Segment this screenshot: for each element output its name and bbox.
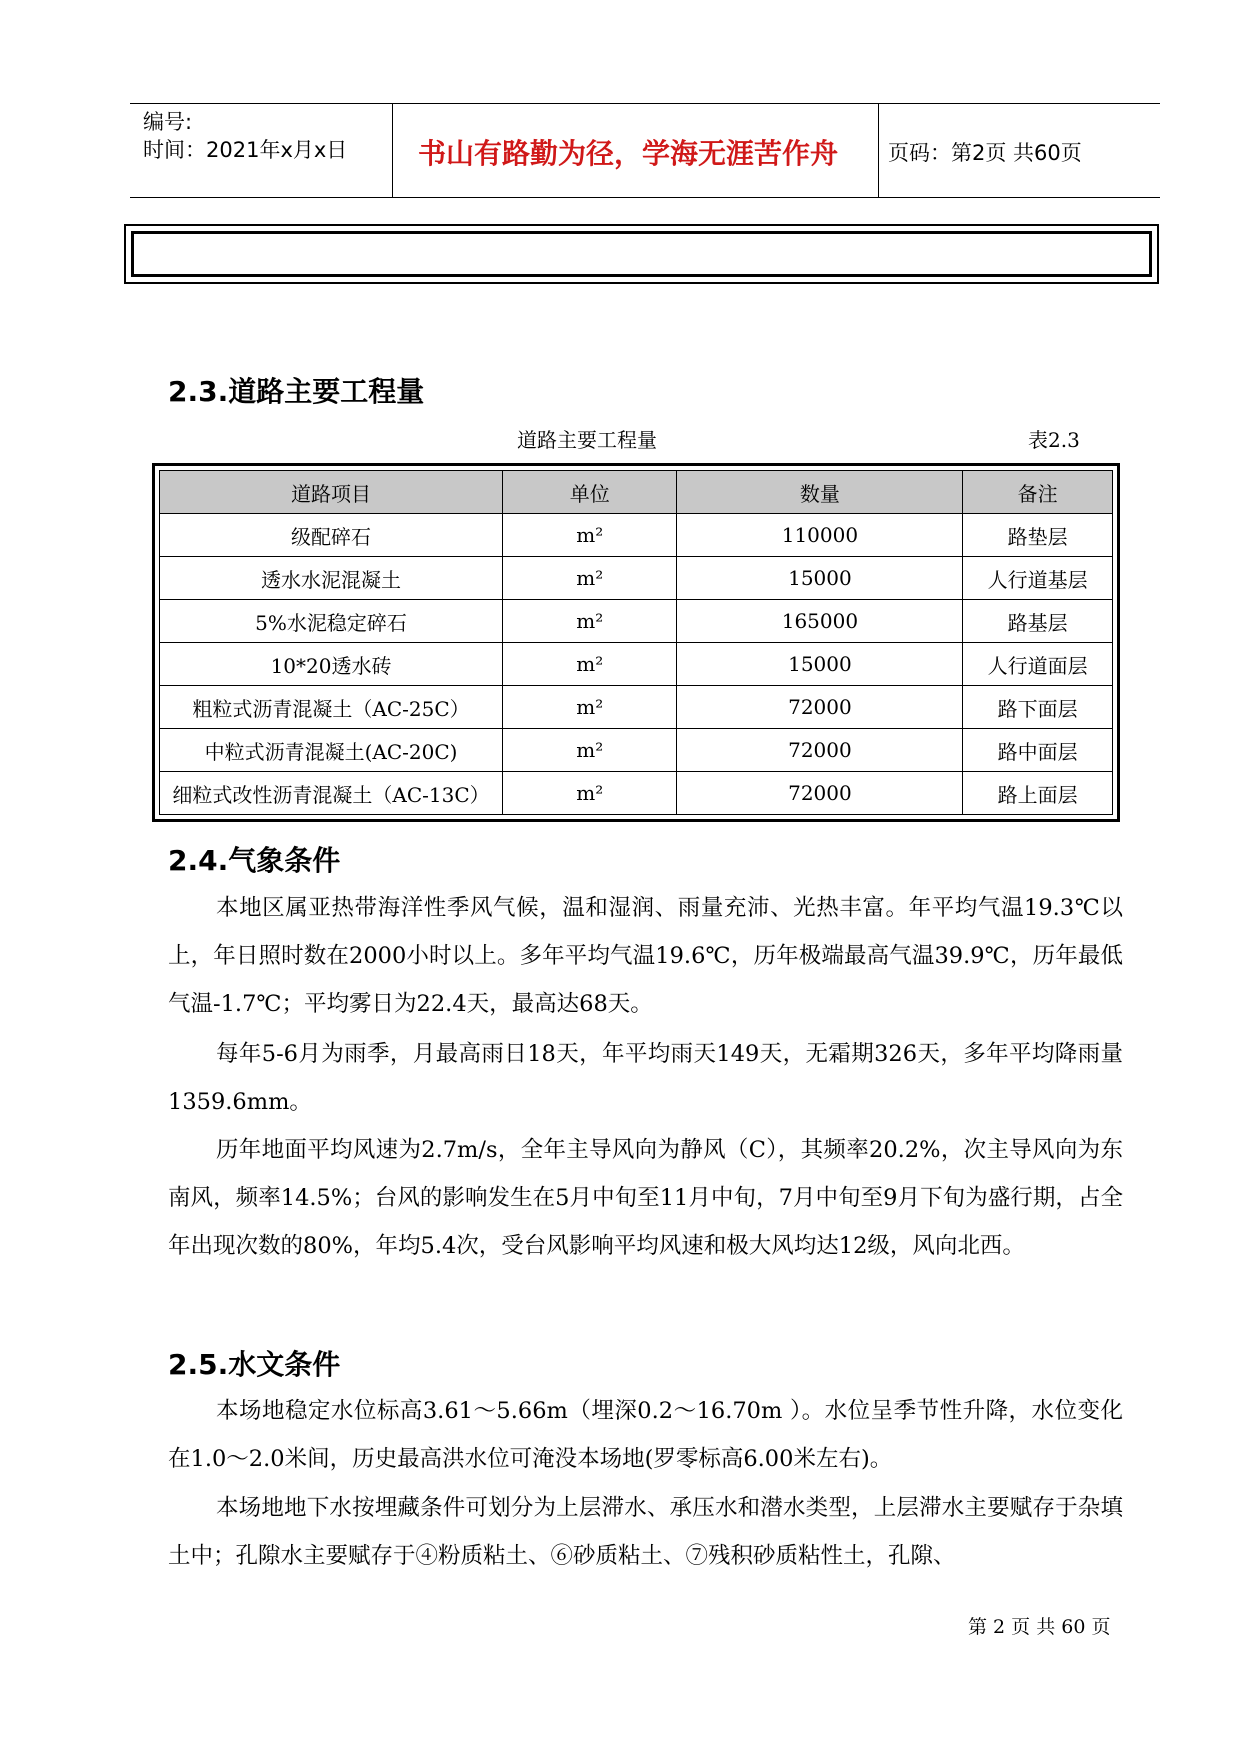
body-paragraph: 本场地地下水按埋藏条件可划分为上层滞水、承压水和潜水类型，上层滞水主要赋存于杂填土中；孔隙水主要赋存于④粉质粘土、⑥砂质粘土、⑦残积砂质粘性土，孔隙、 [168,1495,1123,1569]
quantity-table-frame [152,463,1120,822]
table-cell: 15000 [677,557,963,600]
body-paragraph: 每年5-6月为雨季，月最高雨日18天，年平均雨天149天，无霜期326天，多年平均降雨量1359.6mm。 [168,1041,1123,1115]
quantity-table [159,470,1113,815]
table-cell: m² [503,729,677,772]
section-heading: 2.5.水文条件 [168,1348,341,1381]
column-header: 单位 [503,471,677,514]
table-cell: 路下面层 [963,686,1113,729]
table-cell: 72000 [677,729,963,772]
table-cell: 透水水泥混凝土 [160,557,503,600]
table-cell: 15000 [677,643,963,686]
table-cell: 10*20透水砖 [160,643,503,686]
table-row [160,600,1113,643]
table-cell: 路垫层 [963,514,1113,557]
header-page-number: 页码：第2页 共60页 [888,141,1082,165]
title-banner-frame [124,224,1159,284]
table-cell: 72000 [677,772,963,815]
table-cell: m² [503,772,677,815]
header-divider [878,104,879,197]
header-motto: 书山有路勤为径，学海无涯苦作舟 [417,137,838,170]
section-heading: 2.3.道路主要工程量 [168,375,425,408]
header-bottom-rule [130,197,1160,198]
header-meta [143,108,347,164]
table-cell: 人行道基层 [963,557,1113,600]
table-number: 表2.3 [1028,428,1080,452]
table-cell: 路中面层 [963,729,1113,772]
table-cell: 72000 [677,686,963,729]
table-cell: m² [503,600,677,643]
table-cell: 110000 [677,514,963,557]
table-cell: 路上面层 [963,772,1113,815]
table-row [160,557,1113,600]
column-header: 备注 [963,471,1113,514]
table-cell: m² [503,557,677,600]
table-row [160,643,1113,686]
body-paragraph: 历年地面平均风速为2.7m/s，全年主导风向为静风（C），其频率20.2%，次主导风向为东南风，频率14.5%；台风的影响发生在5月中旬至11月中旬，7月中旬至9月下旬为盛行期，占全年出现次数的80%，年均5.4次，受台风影响平均风速和极大风均达12级，风向北西。 [168,1137,1123,1259]
table-cell: 165000 [677,600,963,643]
table-row [160,686,1113,729]
table-cell: 人行道面层 [963,643,1113,686]
table-caption: 道路主要工程量 [517,428,657,452]
section-heading: 2.4.气象条件 [168,844,341,877]
column-header: 数量 [677,471,963,514]
table-cell: 5%水泥稳定碎石 [160,600,503,643]
document-time-label: 时间：2021年x月x日 [143,138,348,162]
table-cell: 细粒式改性沥青混凝土（AC-13C） [160,772,503,815]
body-paragraph: 本场地稳定水位标高3.61～5.66m（埋深0.2～16.70m ）。水位呈季节性升降，水位变化在1.0～2.0米间，历史最高洪水位可淹没本场地(罗零标高6.00米左右)。 [168,1398,1123,1472]
table-cell: 中粒式沥青混凝土(AC-20C) [160,729,503,772]
table-cell: m² [503,686,677,729]
table-row [160,772,1113,815]
column-header: 道路项目 [160,471,503,514]
table-cell: 路基层 [963,600,1113,643]
footer-page-number: 第 2 页 共 60 页 [968,1616,1111,1638]
table-cell: 粗粒式沥青混凝土（AC-25C） [160,686,503,729]
document-number-label: 编号: [143,110,193,134]
table-cell: m² [503,514,677,557]
body-paragraph: 本地区属亚热带海洋性季风气候，温和湿润、雨量充沛、光热丰富。年平均气温19.3℃以上，年日照时数在2000小时以上。多年平均气温19.6℃，历年极端最高气温39.9℃，历年最低气温-1.7℃；平均雾日为22.4天，最高达68天。 [168,895,1123,1017]
table-header-row [160,471,1113,514]
table-row [160,729,1113,772]
table-cell: m² [503,643,677,686]
table-cell: 级配碎石 [160,514,503,557]
header-top-rule [130,103,1160,104]
table-row [160,514,1113,557]
